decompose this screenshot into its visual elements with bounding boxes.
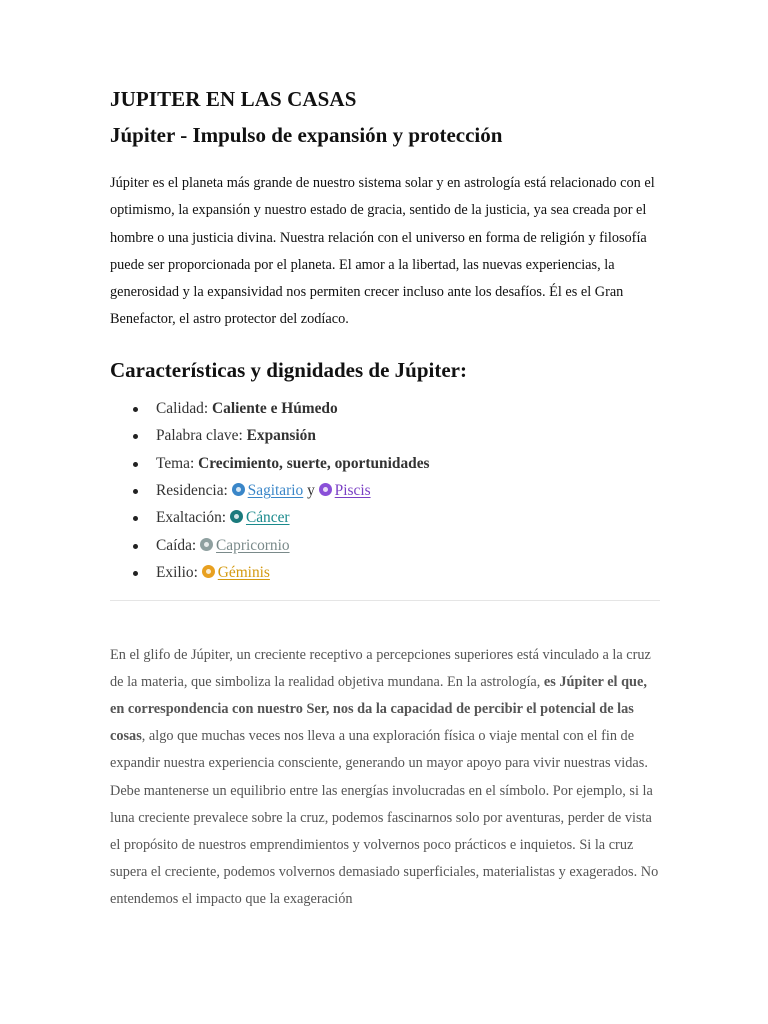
sign-name: Capricornio [216,536,290,554]
sign-name: Piscis [334,482,371,499]
property-label: Exaltación: [156,509,227,527]
list-item-residencia [110,477,660,504]
text-run: , algo que muchas veces nos lleva a una exploración física o viaje mental con el fin de expandir nuestra experiencia consciente, generando un mayor apoyo para vivir nuestras vidas. [110,728,648,772]
connector-text: y [307,482,315,499]
text-run: En el glifo de Júpiter, un creciente receptivo a percepciones superiores está vinculado a la cruz de la materia, que simboliza la realidad objetiva mundana. En la astrología, [110,646,651,690]
sign-name: Géminis [217,564,270,582]
property-label: Exilio: [156,564,198,582]
property-label: Palabra clave: [156,427,243,445]
gemini-icon [202,565,215,578]
property-value: Expansión [246,427,316,445]
sign-name: Cáncer [245,509,290,527]
page-title: JUPITER EN LAS CASAS [110,87,357,111]
sign-link-piscis[interactable] [319,482,371,499]
property-label: Caída: [156,536,197,554]
glyph-paragraph-2: Debe mantenerse un equilibrio entre las energías involucradas en el símbolo. Por ejemplo, si la luna creciente prevalece sobre la cruz, podemos fascinarnos solo por aventuras, perder de vista el propósito de nuestros emprendimientos y volvernos poco prácticos e inquietos. Si la cruz supera el creciente, podemos volvernos demasiado superficiales, materialistas y exagerados. No entendemos el impacto que la exageración [110,782,659,908]
list-item-calidad [110,395,660,422]
property-value: Caliente e Húmedo [212,399,338,417]
emphasis-text: es Júpiter el que, en correspondencia con nuestro Ser, nos da la capacidad de percibir el potencial de las cosas [110,673,647,745]
section-heading: Características y dignidades de Júpiter: [110,357,467,382]
capricorn-icon [200,538,213,551]
property-label: Residencia: [156,482,228,499]
glyph-section [110,642,660,914]
sagittarius-icon [232,483,245,496]
sign-link-sagitario[interactable] [232,482,304,499]
property-label: Tema: [156,454,195,472]
article-subtitle: Júpiter - Impulso de expansión y protección [110,123,503,147]
list-item-exaltacion [110,504,660,531]
list-item-palabra-clave [110,422,660,449]
pisces-icon [319,483,332,496]
sign-link-geminis[interactable] [202,564,270,581]
glyph-paragraph-1 [110,642,660,778]
list-item-tema [110,450,660,477]
intro-paragraph: Júpiter es el planeta más grande de nuestro sistema solar y en astrología está relacionado con el optimismo, la expansión y nuestro estado de gracia, sentido de la justicia, ya sea creada por el hombre o una justicia divina. Nuestra relación con el universo en forma de religión y filosofía puede ser proporcionada por el planeta. El amor a la libertad, las nuevas experiencias, la generosidad y la expansividad nos permiten crecer incluso ante los desafíos. Él es el Gran Benefactor, el astro protector del zodíaco. [110,175,655,328]
property-value: Crecimiento, suerte, oportunidades [198,454,430,472]
sign-link-cancer[interactable] [230,509,290,526]
sign-link-capricornio[interactable] [200,537,290,554]
list-item-caida [110,532,660,559]
sign-name: Sagitario [247,482,304,499]
divider [110,600,660,601]
dignities-list [110,395,660,587]
property-label: Calidad: [156,399,209,417]
article [110,84,660,914]
list-item-exilio [110,559,660,586]
cancer-icon [230,510,243,523]
